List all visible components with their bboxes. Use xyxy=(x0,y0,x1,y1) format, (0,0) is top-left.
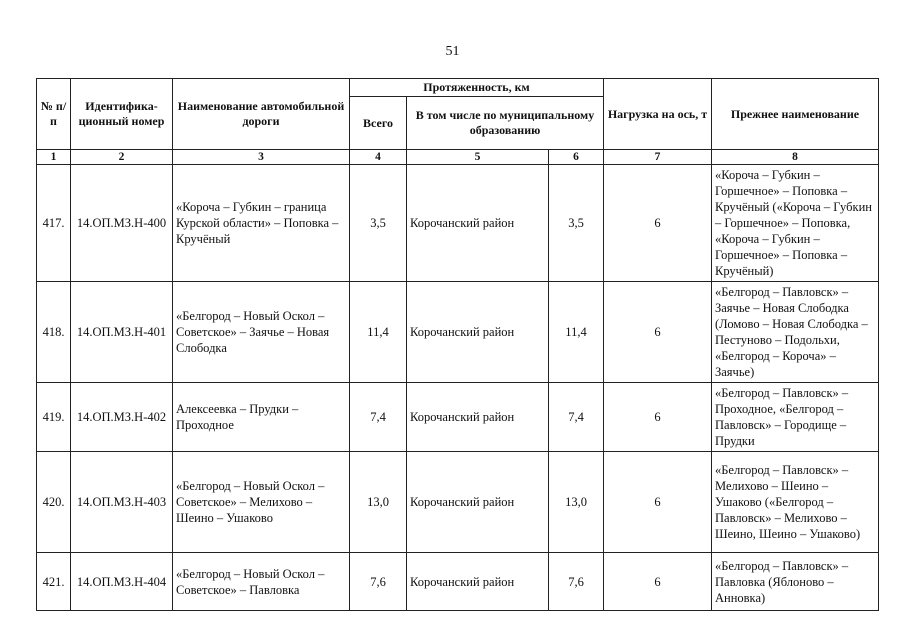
road-name: «Белгород – Новый Оскол – Советское» – Павловка xyxy=(173,553,350,611)
former-name: «Белгород – Павловск» – Проходное, «Белгород – Павловск» – Городище – Прудки xyxy=(712,383,879,452)
district-length: 7,4 xyxy=(549,383,604,452)
length-total: 13,0 xyxy=(350,452,407,553)
district-name: Корочанский район xyxy=(407,452,549,553)
axle-load: 6 xyxy=(604,553,712,611)
table-row xyxy=(37,553,879,611)
row-number: 419. xyxy=(37,383,71,452)
road-name: «Белгород – Новый Оскол – Советское» – Заячье – Новая Слободка xyxy=(173,282,350,383)
page-number: 51 xyxy=(445,44,460,59)
header-num: № п/п xyxy=(37,79,71,150)
district-name: Корочанский район xyxy=(407,383,549,452)
road-id: 14.ОП.МЗ.Н-402 xyxy=(71,383,173,452)
district-name: Корочанский район xyxy=(407,165,549,282)
header-id: Идентифика-ционный номер xyxy=(71,79,173,150)
column-number: 1 xyxy=(37,150,71,165)
table-row xyxy=(37,282,879,383)
road-name: «Белгород – Новый Оскол – Советское» – Мелихово – Шеино – Ушаково xyxy=(173,452,350,553)
header-total: Всего xyxy=(350,97,407,150)
column-number: 7 xyxy=(604,150,712,165)
district-length: 11,4 xyxy=(549,282,604,383)
road-name: «Короча – Губкин – граница Курской области» – Поповка – Кручёный xyxy=(173,165,350,282)
header-length-group: Протяженность, км xyxy=(350,79,604,97)
road-id: 14.ОП.МЗ.Н-401 xyxy=(71,282,173,383)
axle-load: 6 xyxy=(604,165,712,282)
header-name: Наименование автомобильной дороги xyxy=(173,79,350,150)
length-total: 7,4 xyxy=(350,383,407,452)
column-number: 6 xyxy=(549,150,604,165)
header-row-top xyxy=(37,79,879,97)
district-name: Корочанский район xyxy=(407,553,549,611)
table-row xyxy=(37,165,879,282)
column-number: 4 xyxy=(350,150,407,165)
row-number: 420. xyxy=(37,452,71,553)
column-number: 8 xyxy=(712,150,879,165)
former-name: «Белгород – Павловск» – Мелихово – Шеино – Ушаково («Белгород – Павловск» – Мелихово – Шеино, Шеино – Ушаково) xyxy=(712,452,879,553)
axle-load: 6 xyxy=(604,282,712,383)
district-length: 13,0 xyxy=(549,452,604,553)
table-row xyxy=(37,452,879,553)
former-name: «Короча – Губкин – Горшечное» – Поповка – Кручёный («Короча – Губкин – Горшечное» – Поповка, «Короча – Губкин – Горшечное» – Поповка – Кручёный) xyxy=(712,165,879,282)
table-row xyxy=(37,383,879,452)
length-total: 7,6 xyxy=(350,553,407,611)
roads-table xyxy=(36,78,879,611)
header-municipal: В том числе по муниципальному образованию xyxy=(407,97,604,150)
district-length: 3,5 xyxy=(549,165,604,282)
road-id: 14.ОП.МЗ.Н-403 xyxy=(71,452,173,553)
former-name: «Белгород – Павловск» – Павловка (Яблоново – Анновка) xyxy=(712,553,879,611)
road-name: Алексеевка – Прудки – Проходное xyxy=(173,383,350,452)
road-id: 14.ОП.МЗ.Н-404 xyxy=(71,553,173,611)
row-number: 418. xyxy=(37,282,71,383)
axle-load: 6 xyxy=(604,383,712,452)
row-number: 417. xyxy=(37,165,71,282)
column-number: 3 xyxy=(173,150,350,165)
row-number: 421. xyxy=(37,553,71,611)
former-name: «Белгород – Павловск» – Заячье – Новая Слободка (Ломово – Новая Слободка – Пестуново – Подольхи, «Белгород – Короча» – Заячье) xyxy=(712,282,879,383)
axle-load: 6 xyxy=(604,452,712,553)
column-number-row xyxy=(37,150,879,165)
district-length: 7,6 xyxy=(549,553,604,611)
length-total: 3,5 xyxy=(350,165,407,282)
header-load: Нагрузка на ось, т xyxy=(604,79,712,150)
column-number: 5 xyxy=(407,150,549,165)
length-total: 11,4 xyxy=(350,282,407,383)
district-name: Корочанский район xyxy=(407,282,549,383)
road-id: 14.ОП.МЗ.Н-400 xyxy=(71,165,173,282)
column-number: 2 xyxy=(71,150,173,165)
header-former: Прежнее наименование xyxy=(712,79,879,150)
